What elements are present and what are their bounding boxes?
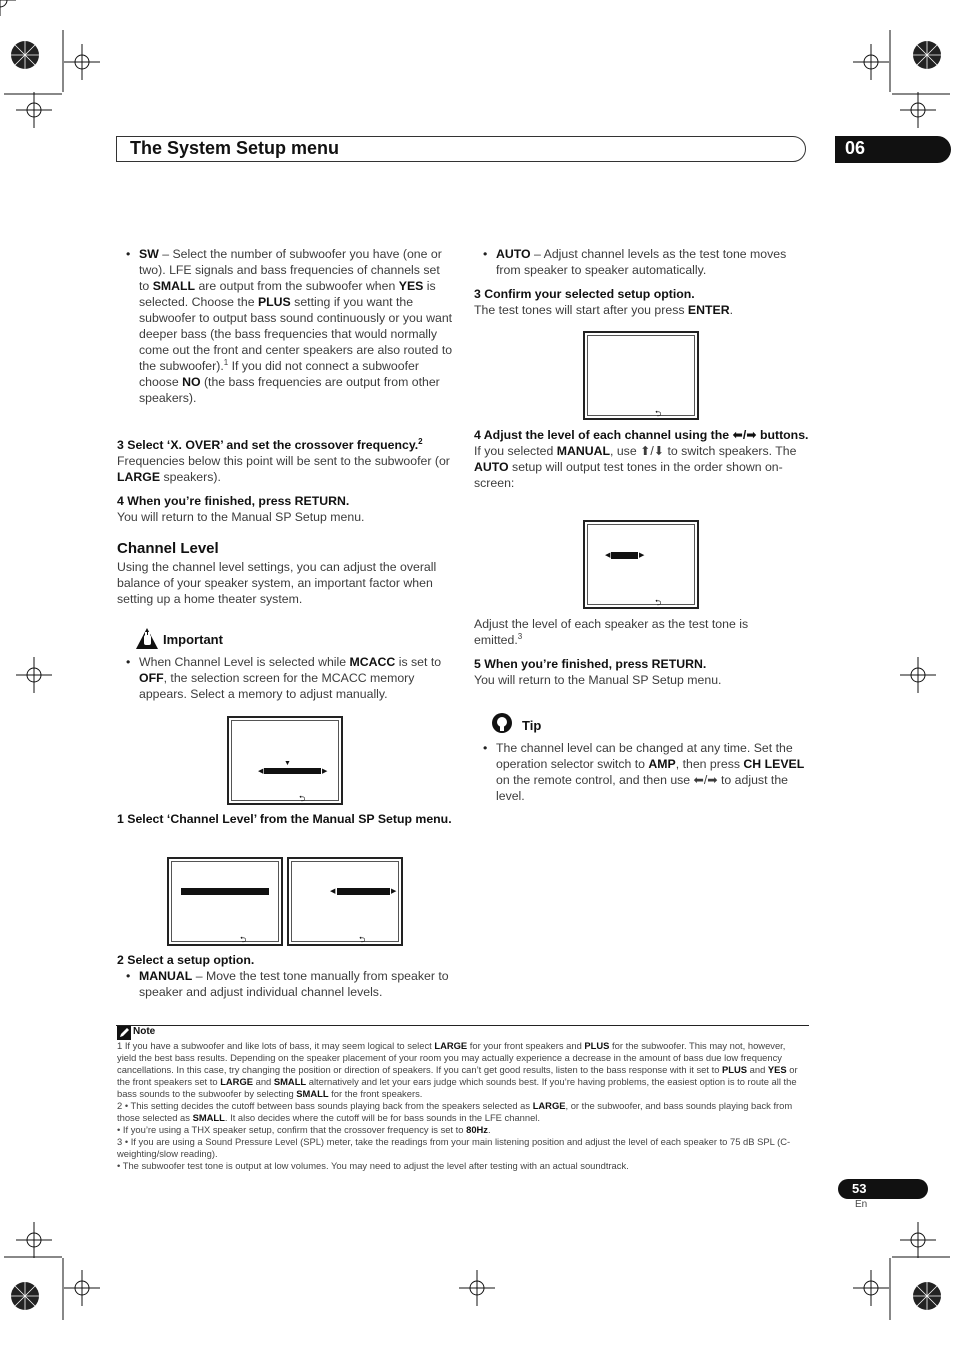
page-title: The System Setup menu bbox=[130, 138, 340, 158]
term-sw: SW bbox=[139, 247, 159, 261]
text: Frequencies below this point will be sent to the subwoofer (or bbox=[117, 454, 450, 468]
step-4-body: You will return to the Manual SP Setup menu. bbox=[117, 510, 365, 524]
text: for the front speakers. bbox=[328, 1088, 423, 1099]
notes-divider bbox=[116, 1025, 809, 1026]
footnotes bbox=[117, 1040, 807, 1172]
text: and bbox=[253, 1076, 274, 1087]
chapter-header bbox=[116, 136, 806, 162]
keyword: MCACC bbox=[349, 655, 396, 669]
footnote-2b bbox=[117, 1124, 807, 1136]
text: on the remote control, and then use ⬅/➡ to adjust the level. bbox=[496, 773, 788, 803]
keyword: PLUS bbox=[257, 295, 291, 309]
text: When Channel Level is selected while bbox=[139, 655, 350, 669]
text: . bbox=[488, 1124, 491, 1135]
text: alternatively and let your ears judge which sounds best. If you’re having problems, the easiest option is to route all the bass sounds to the subwoofer by selecting bbox=[117, 1076, 797, 1099]
manual-bullet bbox=[117, 968, 453, 1000]
text: for the subwoofer. This may not, however, yield the best bass results. Depending on the speaker placement of your room you may actually experience a decrease in the amount of bass due low frequency cancellations. In this case, try changing the position or direction of speakers. If you can’t get good results, listen to the bass response with it set to bbox=[117, 1040, 786, 1075]
footnote-ref: 2 bbox=[418, 436, 423, 446]
chapter-number-tab bbox=[835, 136, 951, 163]
left-arrow-icon: ◀ bbox=[330, 888, 336, 895]
keyword: YES bbox=[767, 1064, 787, 1075]
important-label: Important bbox=[163, 632, 223, 647]
keyword: SMALL bbox=[192, 1112, 225, 1123]
text: 1 If you have a subwoofer and like lots of bass, it may seem logical to select bbox=[117, 1040, 435, 1051]
left-column bbox=[117, 246, 453, 406]
right-step4-block bbox=[474, 427, 810, 491]
note-pencil-icon bbox=[117, 1026, 131, 1040]
note-label: Note bbox=[133, 1026, 156, 1037]
keyword: YES bbox=[398, 279, 424, 293]
text: are output from the subwoofer when bbox=[195, 279, 399, 293]
footnote-1 bbox=[117, 1040, 807, 1100]
step-3-body bbox=[117, 453, 453, 485]
chapter-number: 06 bbox=[845, 138, 866, 158]
section-heading: Channel Level bbox=[117, 540, 219, 557]
step-4-body bbox=[474, 443, 810, 491]
channel-level-section bbox=[117, 541, 453, 607]
language-code: En bbox=[855, 1199, 868, 1210]
text: If you did not connect a subwoofer choose bbox=[139, 359, 419, 389]
footnote-3b: • The subwoofer test tone is output at low volumes. You may need to adjust the level after testing with an actual soundtrack. bbox=[117, 1160, 629, 1171]
right-arrow-icon: ▶ bbox=[391, 888, 397, 895]
osd-screen-test-tone-start bbox=[583, 331, 699, 420]
keyword: LARGE bbox=[220, 1076, 253, 1087]
step-4-heading: 4 When you’re finished, press RETURN. bbox=[117, 494, 350, 508]
page-number: 53 bbox=[852, 1181, 867, 1196]
text: If you selected bbox=[474, 444, 557, 458]
keyword: 80Hz bbox=[466, 1124, 488, 1135]
term-manual: MANUAL bbox=[139, 969, 193, 983]
keyword: LARGE bbox=[532, 1100, 566, 1111]
step-3-heading: 3 Confirm your selected setup option. bbox=[474, 287, 695, 301]
left-arrow-icon: ◀ bbox=[605, 552, 611, 559]
keyword: OFF bbox=[139, 671, 164, 685]
text: speakers). bbox=[160, 470, 221, 484]
selection-bar bbox=[337, 888, 390, 895]
down-arrow-icon: ▼ bbox=[284, 760, 291, 767]
text: setting if you want the subwoofer to output bass sound continuously or you want deeper bass (the bass frequencies that would normally come out the front and center speakers are also routed to the subwoofer). bbox=[139, 295, 453, 373]
osd-screen-manual-sp-setup bbox=[167, 857, 283, 946]
keyword: AUTO bbox=[474, 460, 509, 474]
keyword: LARGE bbox=[117, 470, 161, 484]
tip-bullet bbox=[474, 740, 810, 804]
step-3-body bbox=[474, 302, 810, 318]
sw-bullet bbox=[117, 246, 453, 406]
footnote-2 bbox=[117, 1100, 807, 1124]
warning-hand-icon bbox=[135, 627, 159, 651]
footnote-3: 3 • If you are using a Sound Pressure Level (SPL) meter, take the readings from your main listening position and adjust the level of each speaker to 75 dB SPL (C-weighting/slow reading). bbox=[117, 1136, 791, 1159]
keyword: NO bbox=[182, 375, 201, 389]
footnote-ref: 1 bbox=[223, 357, 229, 367]
selection-bar bbox=[611, 552, 638, 559]
text: , or the subwoofer, and bass sounds playing back from those selected as bbox=[117, 1100, 793, 1123]
text: • If you’re using a THX speaker setup, confirm that the crossover frequency is set to bbox=[117, 1124, 467, 1135]
text: is set to bbox=[395, 655, 442, 669]
text: (the bass frequencies are output from other speakers). bbox=[139, 375, 440, 405]
tip-label: Tip bbox=[522, 718, 542, 733]
text: is selected. Choose the bbox=[139, 279, 436, 309]
osd-screen-mcacc-select bbox=[227, 716, 343, 805]
footnote-ref: 3 bbox=[517, 631, 523, 641]
selection-bar bbox=[181, 888, 269, 895]
text: Adjust the level of each speaker as the test tone is emitted. bbox=[474, 617, 749, 647]
text: setup will output test tones in the order shown on-screen: bbox=[474, 460, 783, 490]
text: The test tones will start after you press bbox=[474, 303, 688, 317]
step-2-heading: 2 Select a setup option. bbox=[117, 953, 255, 967]
return-arrow-icon: ⮌ bbox=[655, 409, 662, 418]
right-column-top bbox=[474, 246, 810, 318]
important-bullet bbox=[117, 654, 453, 702]
text: The channel level can be changed at any time. Set the operation selector switch to bbox=[496, 741, 793, 771]
text: – Adjust channel levels as the test tone moves from speaker to speaker automatically. bbox=[496, 247, 787, 277]
osd-screen-channel-level-option bbox=[287, 857, 403, 946]
return-arrow-icon: ⮌ bbox=[299, 794, 306, 803]
keyword: ENTER bbox=[687, 303, 730, 317]
text: – Move the test tone manually from speaker to speaker and adjust individual channel levels. bbox=[139, 969, 449, 999]
keyword: PLUS bbox=[584, 1040, 610, 1051]
step-1-heading: 1 Select ‘Channel Level’ from the Manual SP Setup menu. bbox=[117, 812, 452, 826]
right-arrow-icon: ▶ bbox=[639, 552, 645, 559]
auto-bullet bbox=[474, 246, 810, 278]
adjust-text bbox=[474, 616, 784, 648]
term-auto: AUTO bbox=[496, 247, 531, 261]
keyword: MANUAL bbox=[556, 444, 610, 458]
text: – Select the number of subwoofer you have (one or two). LFE signals and bass frequencies of channels set to bbox=[139, 247, 442, 293]
text: , then press bbox=[675, 757, 744, 771]
left-step2-block bbox=[117, 952, 453, 1000]
text: . It also decides where the cutoff will be for bass sounds in the LFE channel. bbox=[224, 1112, 540, 1123]
right-arrow-icon: ▶ bbox=[322, 768, 328, 775]
keyword: AMP bbox=[648, 757, 676, 771]
left-arrow-icon: ◀ bbox=[258, 768, 264, 775]
return-arrow-icon: ⮌ bbox=[359, 935, 366, 944]
step-4-heading: 4 Adjust the level of each channel using the ⬅/➡ buttons. bbox=[474, 428, 809, 442]
return-arrow-icon: ⮌ bbox=[655, 598, 662, 607]
text: , the selection screen for the MCACC memory appears. Select a memory to adjust manually. bbox=[139, 671, 415, 701]
keyword: CH LEVEL bbox=[743, 757, 805, 771]
important-note bbox=[117, 654, 453, 702]
left-step1-block bbox=[117, 811, 453, 827]
keyword: PLUS bbox=[722, 1064, 748, 1075]
text: or the front speakers set to bbox=[117, 1064, 798, 1087]
text: and bbox=[747, 1064, 768, 1075]
text: . bbox=[729, 303, 734, 317]
keyword: SMALL bbox=[273, 1076, 307, 1087]
return-arrow-icon: ⮌ bbox=[240, 935, 247, 944]
keyword: LARGE bbox=[434, 1040, 468, 1051]
step-5-heading: 5 When you’re finished, press RETURN. bbox=[474, 657, 707, 671]
page-number-badge bbox=[838, 1179, 928, 1199]
tip-note bbox=[474, 740, 810, 804]
text: 3 Select ‘X. OVER’ and set the crossover frequency. bbox=[117, 438, 419, 452]
step-3-heading bbox=[117, 437, 453, 453]
osd-screen-channel-levels bbox=[583, 520, 699, 609]
step-5-body: You will return to the Manual SP Setup menu. bbox=[474, 673, 722, 687]
text: for your front speakers and bbox=[467, 1040, 585, 1051]
text: , use ⬆/⬇ to switch speakers. The bbox=[610, 444, 797, 458]
lightbulb-icon bbox=[490, 712, 514, 736]
text: 2 • This setting decides the cutoff between bass sounds playing back from the speakers selected as bbox=[117, 1100, 533, 1111]
left-step3-block bbox=[117, 437, 453, 525]
right-adjust-block bbox=[474, 616, 784, 688]
section-intro: Using the channel level settings, you can adjust the overall balance of your speaker system, an important factor when setting up a home theater system. bbox=[117, 560, 437, 606]
selection-bar bbox=[264, 768, 321, 774]
keyword: SMALL bbox=[296, 1088, 329, 1099]
keyword: SMALL bbox=[152, 279, 196, 293]
